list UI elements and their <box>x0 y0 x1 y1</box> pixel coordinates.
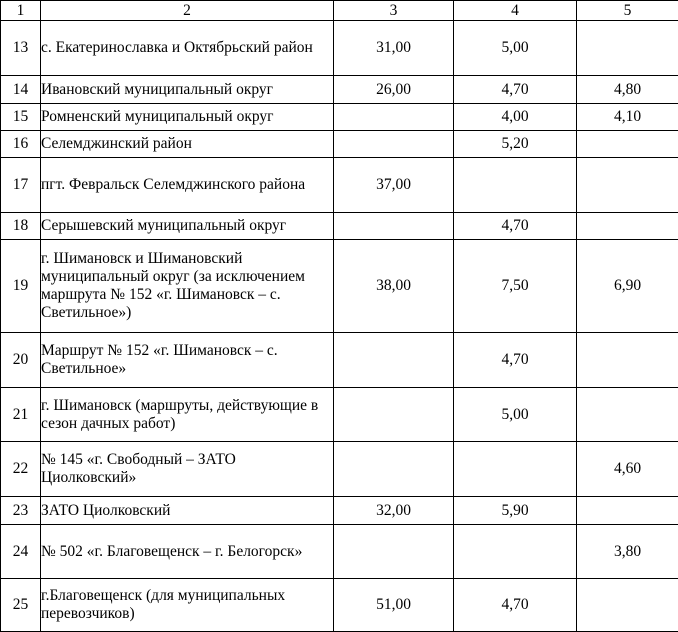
row-number-cell: 19 <box>1 240 41 333</box>
column-5-value-cell <box>577 497 678 525</box>
column-3-value-cell <box>334 104 454 131</box>
column-4-value-cell <box>454 525 577 579</box>
table-row <box>1 76 678 104</box>
column-3-value-cell <box>334 442 454 497</box>
table-row <box>1 525 678 579</box>
column-3-value-cell <box>334 525 454 579</box>
row-number-cell: 24 <box>1 525 41 579</box>
table-row <box>1 131 678 158</box>
column-5-value-cell <box>577 333 678 388</box>
column-3-value-cell: 38,00 <box>334 240 454 333</box>
column-5-value-cell: 4,10 <box>577 104 678 131</box>
row-number-cell: 18 <box>1 213 41 240</box>
location-name-cell: г. Шимановск (маршруты, действующие в сезон дачных работ) <box>41 388 334 442</box>
column-3-value-cell: 37,00 <box>334 158 454 213</box>
table-row <box>1 104 678 131</box>
column-3-value-cell <box>334 213 454 240</box>
column-4-value-cell: 5,00 <box>454 388 577 442</box>
location-name-cell: Маршрут № 152 «г. Шимановск – с. Светильное» <box>41 333 334 388</box>
table-row <box>1 442 678 497</box>
column-4-value-cell: 4,70 <box>454 76 577 104</box>
row-number-cell: 20 <box>1 333 41 388</box>
row-number-cell: 17 <box>1 158 41 213</box>
column-4-value-cell <box>454 442 577 497</box>
column-number-3: 3 <box>334 1 454 21</box>
location-name-cell: Ивановский муниципальный округ <box>41 76 334 104</box>
column-4-value-cell: 5,00 <box>454 21 577 76</box>
column-3-value-cell <box>334 333 454 388</box>
column-5-value-cell: 4,80 <box>577 76 678 104</box>
column-5-value-cell <box>577 388 678 442</box>
column-5-value-cell: 3,80 <box>577 525 678 579</box>
column-3-value-cell: 51,00 <box>334 579 454 632</box>
table-row <box>1 579 678 632</box>
column-number-5: 5 <box>577 1 678 21</box>
column-3-value-cell: 31,00 <box>334 21 454 76</box>
column-3-value-cell <box>334 388 454 442</box>
row-number-cell: 16 <box>1 131 41 158</box>
column-number-1: 1 <box>1 1 41 21</box>
column-4-value-cell <box>454 158 577 213</box>
column-5-value-cell <box>577 131 678 158</box>
row-number-cell: 23 <box>1 497 41 525</box>
location-name-cell: Ромненский муниципальный округ <box>41 104 334 131</box>
column-5-value-cell <box>577 579 678 632</box>
row-number-cell: 21 <box>1 388 41 442</box>
location-name-cell: Селемджинский район <box>41 131 334 158</box>
location-name-cell: г. Шимановск и Шимановский муниципальный округ (за исключением маршрута № 152 «г. Шимановск – с. Светильное») <box>41 240 334 333</box>
row-number-cell: 13 <box>1 21 41 76</box>
column-3-value-cell: 26,00 <box>334 76 454 104</box>
column-4-value-cell: 5,20 <box>454 131 577 158</box>
tariff-table-body <box>1 1 678 632</box>
table-row <box>1 21 678 76</box>
row-number-cell: 15 <box>1 104 41 131</box>
table-row <box>1 158 678 213</box>
location-name-cell: пгт. Февральск Селемджинского района <box>41 158 334 213</box>
column-5-value-cell: 6,90 <box>577 240 678 333</box>
location-name-cell: ЗАТО Циолковский <box>41 497 334 525</box>
column-number-2: 2 <box>41 1 334 21</box>
row-number-cell: 22 <box>1 442 41 497</box>
table-row <box>1 240 678 333</box>
column-number-4: 4 <box>454 1 577 21</box>
column-5-value-cell <box>577 213 678 240</box>
location-name-cell: с. Екатеринославка и Октябрьский район <box>41 21 334 76</box>
column-5-value-cell <box>577 158 678 213</box>
row-number-cell: 14 <box>1 76 41 104</box>
column-4-value-cell: 7,50 <box>454 240 577 333</box>
location-name-cell: Серышевский муниципальный округ <box>41 213 334 240</box>
column-number-row <box>1 1 678 21</box>
column-5-value-cell <box>577 21 678 76</box>
column-4-value-cell: 5,90 <box>454 497 577 525</box>
table-row <box>1 497 678 525</box>
row-number-cell: 25 <box>1 579 41 632</box>
table-row <box>1 388 678 442</box>
table-row <box>1 213 678 240</box>
column-3-value-cell: 32,00 <box>334 497 454 525</box>
location-name-cell: № 145 «г. Свободный – ЗАТО Циолковский» <box>41 442 334 497</box>
column-4-value-cell: 4,70 <box>454 213 577 240</box>
column-3-value-cell <box>334 131 454 158</box>
column-4-value-cell: 4,70 <box>454 333 577 388</box>
table-row <box>1 333 678 388</box>
column-4-value-cell: 4,00 <box>454 104 577 131</box>
column-5-value-cell: 4,60 <box>577 442 678 497</box>
column-4-value-cell: 4,70 <box>454 579 577 632</box>
location-name-cell: г.Благовещенск (для муниципальных перевозчиков) <box>41 579 334 632</box>
location-name-cell: № 502 «г. Благовещенск – г. Белогорск» <box>41 525 334 579</box>
